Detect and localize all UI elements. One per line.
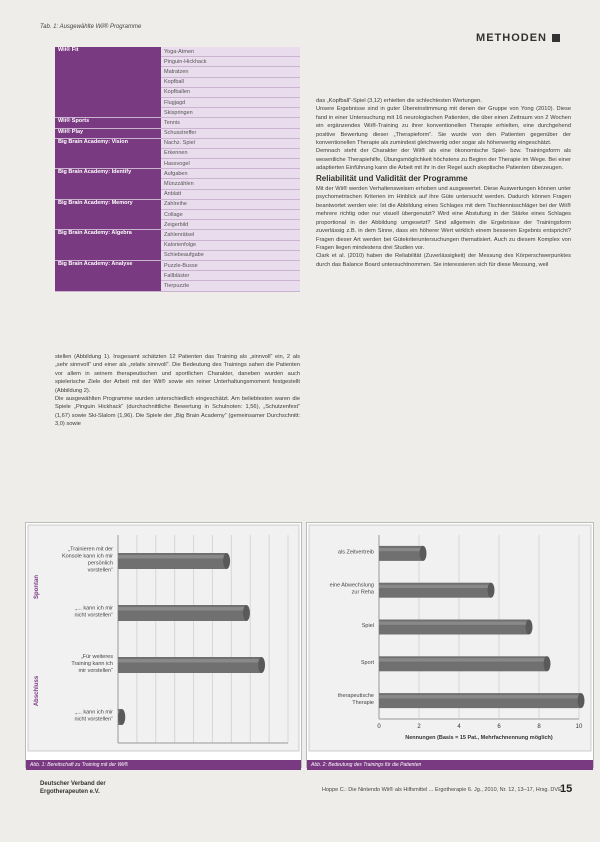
game-cell: Zahlenrätsel xyxy=(161,230,300,240)
square-icon xyxy=(552,34,560,42)
footer-citation: Hoppe C.: Die Nintendo Wii® als Hilfsmittel ... Ergotherapie 6. Jg., 2010, Nr. 12, 13–17, Hrsg. DVE xyxy=(322,787,562,793)
section-heading: Reliabilität und Validität der Programme xyxy=(316,173,468,183)
game-cell: Zahlreihe xyxy=(161,199,300,209)
game-cell: Schiebeaufgabe xyxy=(161,250,300,260)
game-cell: Tierpuzzle xyxy=(161,281,300,291)
category-label: „... kann ich mir nicht vorstellen“ xyxy=(74,605,113,619)
bar-end-cap xyxy=(488,583,495,598)
right-column-text xyxy=(316,97,571,269)
chart-meaning xyxy=(306,522,594,768)
x-tick-label: 8 xyxy=(537,724,541,730)
chart-1-svg xyxy=(26,523,301,755)
bar-highlight xyxy=(379,585,491,588)
chart-willingness xyxy=(25,522,302,768)
category-label: Spiel xyxy=(361,623,374,629)
game-cell: Skispringen xyxy=(161,108,300,118)
game-cell: Flugjagd xyxy=(161,97,300,107)
paragraph: Die ausgewählten Programme wurden unterschiedlich eingeschätzt. Am beliebtesten waren die Spiele „Pinguin Hickhack“ (durchschnittliche Bewertung in Schulnoten: 1,56), „Schutzenfest“ (1,67) sowie Ski-Slalom (1,96). Die Spiele der „Big Brain Academy“ (gemeinsamer Durchschnitt: 3,0) sowie xyxy=(55,396,300,428)
bar-highlight xyxy=(118,659,262,663)
bar-end-cap xyxy=(243,605,250,621)
category-label: „... kann ich mir nicht vorstellen“ xyxy=(74,709,113,723)
left-column-text xyxy=(55,353,300,429)
category-cell: Wii® Fit xyxy=(55,47,161,118)
table-row xyxy=(55,47,300,57)
table-row xyxy=(55,128,300,138)
game-cell: Kopfballen xyxy=(161,87,300,97)
bar xyxy=(379,693,585,708)
bar-end-cap xyxy=(578,693,585,708)
paragraph: Unsere Ergebnisse sind in guter Übereinstimmung mit denen der Gruppe von Yong (2010). Diese fand in einer Untersuchung mit 16 neurologischen Patienten, die über einen Zeitraum von 2 Wochen ein ergänzendes Wii®-Training zu ihrer konventionellen Therapie erhielten, eine durchgehend positive Bewertung dieser „Therapieform“. Sie wurde von den Patienten gegenüber der konventionellen Therapie als zumindest gleichwertig oder sogar als höherwertig eingeschätzt. xyxy=(316,106,571,147)
game-cell: Anblatt xyxy=(161,189,300,199)
category-label: eine Abwechslung zur Reha xyxy=(329,582,374,596)
table-caption: Tab. 1: Ausgewählte Wii® Programme xyxy=(40,24,142,30)
game-cell: Münzzählen xyxy=(161,179,300,189)
game-cell: Fallbläster xyxy=(161,271,300,281)
category-label: Sport xyxy=(360,659,374,666)
game-cell: Tennis xyxy=(161,118,300,128)
category-cell: Big Brain Academy: Algebra xyxy=(55,230,161,261)
bar xyxy=(379,583,495,598)
bar-highlight xyxy=(118,607,246,611)
chart-2-plot-background xyxy=(309,525,591,751)
category-cell: Big Brain Academy: Vision xyxy=(55,138,161,169)
game-cell: Kopfball xyxy=(161,77,300,87)
category-label: therapeutische Therapie xyxy=(337,693,374,707)
bar xyxy=(379,620,533,635)
group-label: Abschluss xyxy=(34,675,40,707)
table-row xyxy=(55,260,300,270)
table-row xyxy=(55,230,300,240)
chart-1-caption: Abb. 1: Bereitschaft zu Training mit der Wii® xyxy=(26,760,301,770)
x-axis-label: Nennungen (Basis = 15 Pat., Mehrfachnennung möglich) xyxy=(405,735,553,741)
bar-highlight xyxy=(379,658,547,661)
bar-end-cap xyxy=(118,709,125,725)
paragraph: Clark et al. (2010) haben die Reliabilität (Zuverlässigkeit) der Messung des Körperschwerpunktes durch das Balance Board untersuchtnommen. Sie interessieren sich für diese Messung, weil xyxy=(316,253,571,268)
bar xyxy=(118,553,230,569)
category-label: „Für weiteres Training kann ich mir vorstellen“ xyxy=(71,654,113,674)
bar-end-cap xyxy=(258,657,265,673)
game-cell: Nachz. Spiel xyxy=(161,138,300,148)
bar-end-cap xyxy=(420,546,427,561)
chart-2-svg xyxy=(307,523,593,755)
game-cell: Erkennen xyxy=(161,148,300,158)
game-cell: Yoga-Atmen xyxy=(161,47,300,57)
bar-highlight xyxy=(379,622,529,625)
game-cell: Zeigerbild xyxy=(161,220,300,230)
category-cell: Big Brain Academy: Analyse xyxy=(55,260,161,291)
category-cell: Wii® Play xyxy=(55,128,161,138)
paragraph: stellen (Abbildung 1). Insgesamt schätzten 12 Patienten das Training als „sinnvoll“ ein, 2 als „sehr sinnvoll“ und einer als „relativ sinnvoll“. Die Bedeutung des Trainings sahen die Patienten vor allem in seinem therapeutischen und sportlichen Charakter, daneben wurden auch spielerische Ziele der Arbeit mit der Wii® sowie ein reiner Unterhaltungsmoment festgestellt (Abbildung 2). xyxy=(55,354,300,394)
bar xyxy=(118,709,125,725)
bar xyxy=(379,656,551,671)
game-cell: Hassvogel xyxy=(161,159,300,169)
x-tick-label: 4 xyxy=(457,724,461,730)
page-number: 15 xyxy=(560,783,573,795)
game-cell: Kalorienfolge xyxy=(161,240,300,250)
group-label: Spontan xyxy=(34,575,40,599)
game-cell: Schusstreffer xyxy=(161,128,300,138)
paragraph: das „Kopfball“-Spiel (3,12) erhielten die schlechtesten Wertungen. xyxy=(316,98,482,104)
category-cell: Big Brain Academy: Identify xyxy=(55,169,161,200)
bar-end-cap xyxy=(544,656,551,671)
paragraph: Demnach steht der Charakter der Wii® als eine ökonomische Spiel- bzw. Trainingsform als wesentliche Therapiehilfe, Übungsmöglichkeit höchstens zu Beginn der Therapie im Wege. Bei einer adaptierten Einführung kann die Arbeit mit ihr in der Regel auch skeptische Patienten überzeugen. xyxy=(316,148,571,172)
chart-2-caption: Abb. 2: Bedeutung des Trainings für die Patienten xyxy=(307,760,593,770)
game-cell: Matratzen xyxy=(161,67,300,77)
section-header: METHODEN xyxy=(476,32,560,44)
games-table xyxy=(55,47,300,292)
footer-organization: Deutscher Verband der Ergotherapeuten e.V. xyxy=(40,781,106,795)
x-tick-label: 6 xyxy=(497,724,501,730)
table-row xyxy=(55,118,300,128)
table-row xyxy=(55,169,300,179)
bar-end-cap xyxy=(223,553,230,569)
game-cell: Collage xyxy=(161,210,300,220)
bar xyxy=(379,546,427,561)
table-row xyxy=(55,138,300,148)
category-label: „Trainieren mit der Konsole kann ich mir persönlich vorstellen“ xyxy=(61,546,113,574)
category-cell: Wii® Sports xyxy=(55,118,161,128)
category-label: als Zeitvertreib xyxy=(337,549,374,556)
x-tick-label: 0 xyxy=(377,724,381,730)
paragraph: Mit der Wii® werden Verhaltensweisen erhoben und ausgewertet. Diese Auswertungen können unter psychometrischen Kriterien im Hinblick auf ihre Güte untersucht werden. Dadurch können Fragen beantwortet werden wie: Ist die Abbildung eines Schlages mit dem Tischtennisschläger bei der Wii® mehrere richtig oder nur visuell übergenutzt? Wird eine Abstufung in der Stärke eines Schlages proportional in der Abbildung umgesetzt? Sind allgemein die Ergebnisse der Trainingsform zuverlässig z.B. in dem Sinne, dass ein höherer Wert wirklich einem besseren Ergebnis entspricht? Fragen dieser Art werden bei Gütekriteruntersuchungen thematisiert. Auch zu diesem Komplex von Fragen liegen mindestens drei Studien vor. xyxy=(316,186,571,251)
bar xyxy=(118,605,250,621)
bar-end-cap xyxy=(526,620,533,635)
bar-highlight xyxy=(379,548,423,551)
table-row xyxy=(55,199,300,209)
bar-highlight xyxy=(379,695,581,698)
x-tick-label: 10 xyxy=(575,724,583,730)
game-cell: Pinguin-Hickhack xyxy=(161,57,300,67)
game-cell: Puzzle-Busse xyxy=(161,260,300,270)
bar-highlight xyxy=(118,555,227,559)
bar xyxy=(118,657,265,673)
x-tick-label: 2 xyxy=(417,724,421,730)
game-cell: Aufgaben xyxy=(161,169,300,179)
category-cell: Big Brain Academy: Memory xyxy=(55,199,161,230)
